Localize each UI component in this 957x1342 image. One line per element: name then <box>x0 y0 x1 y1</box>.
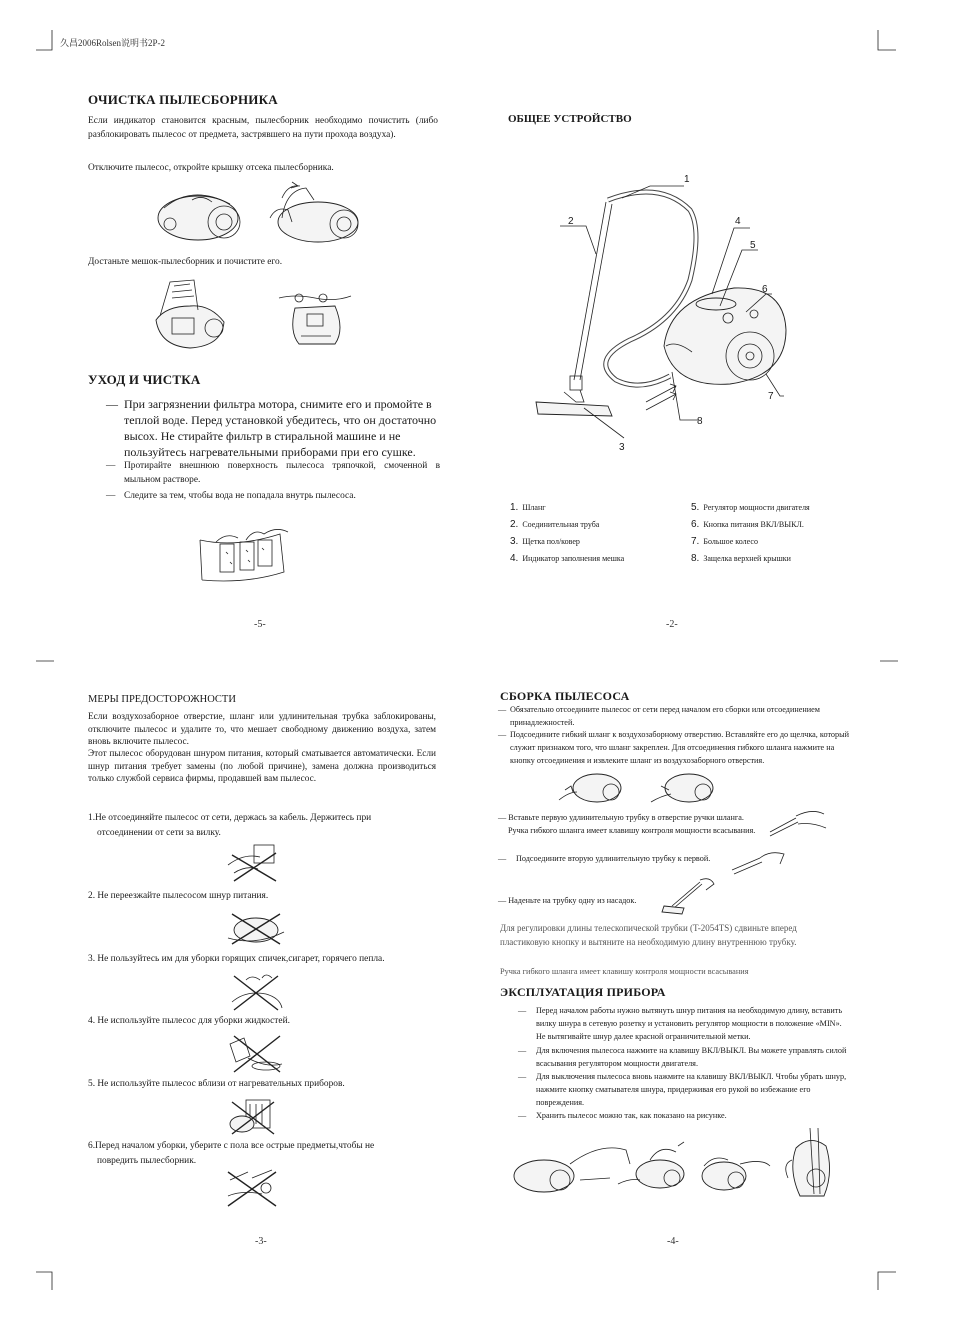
legend-num: 5. <box>691 502 700 513</box>
open-lid-illustration <box>262 178 372 248</box>
dust-bag-remove-step: Достаньте мешок-пылесборник и почистите его. <box>88 257 283 267</box>
legend-brush: Щетка пол/ковер <box>522 537 580 546</box>
callout-8: 8 <box>697 416 703 427</box>
dust-bag-intro: Если индикатор становится красным, пылесборник необходимо почистить (либо разблокировать пылесос от предмета, застрявшего на пути прохода воздуха). <box>88 116 438 140</box>
safety-title: МЕРЫ ПРЕДОСТОРОЖНОСТИ <box>88 694 236 705</box>
safety-cord-intro: Этот пылесос оборудован шнуром питания, который сматывается автоматически. Если шнур питания требует замены (по любой причине), замена должна производиться только службой сервиса фирмы, продавшей вам пылесос. <box>88 749 436 784</box>
dash: — <box>518 1111 527 1120</box>
unplug-illustration <box>224 843 284 883</box>
warning-5: 5. Не используйте пылесос вблизи от нагревательных приборов. <box>88 1079 345 1089</box>
operation-title: ЭКСПЛУАТАЦИЯ ПРИБОРА <box>500 985 666 999</box>
vacuum-diagram <box>520 170 820 460</box>
care-cleaning-title: УХОД И ЧИСТКА <box>88 372 201 387</box>
operation-step-4 <box>518 1109 848 1122</box>
hose-release-illustration <box>647 766 717 808</box>
assembly-step-5: — Наденьте на трубку одну из насадок. <box>498 896 637 905</box>
telescopic-tube-note: Для регулировки длины телескопической трубки (T-2054TS) сдвиньте вперед пластиковую кнопку и вытяните на необходимую длину внутреннюю трубку. <box>500 923 797 947</box>
dash: — <box>106 397 118 411</box>
care-filter-text: При загрязнении фильтра мотора, снимите его и промойте в теплой воде. Перед установкой убедитесь, что он достаточно высох. Не стирайте фильтр в стиральной машине и не пользуйтесь нагревательными приборами при его сушке. <box>124 397 437 459</box>
assembly-step-2 <box>498 728 850 767</box>
dust-bag-open-lid: Отключите пылесос, откройте крышку отсека пылесборника. <box>88 163 334 173</box>
dust-bag-cleaning-title: ОЧИСТКА ПЫЛЕСБОРНИКА <box>88 92 278 107</box>
assembly-step-4 <box>498 852 758 865</box>
tube-connect-illustration <box>730 846 790 874</box>
file-title: 久昌2006Rolsen说明书2P-2 <box>60 38 166 48</box>
callout-2: 2 <box>568 216 574 227</box>
dash: — <box>518 1046 527 1055</box>
legend-indicator: Индикатор заполнения мешка <box>522 554 625 563</box>
operation-step-3 <box>518 1070 848 1109</box>
dash: — <box>498 705 507 714</box>
callout-4: 4 <box>735 216 741 227</box>
operation-cord-text: Перед началом работы нужно вытянуть шнур питания на необходимую длину, вставить вилку шнура в сетевую розетку и установить регулятор мощности в положение «MIN». Не вытягивайте шнур далее красной ограничительной метки. <box>536 1006 843 1041</box>
page-number-4: -4- <box>667 1236 679 1247</box>
care-item-water <box>106 490 440 504</box>
nozzle-attach-illustration <box>660 876 720 916</box>
dash: — <box>498 730 507 739</box>
warning-4: 4. Не используйте пылесос для уборки жидкостей. <box>88 1016 290 1026</box>
warning-1-line-1: 1.Не отсоединяйте пылесос от сети, держась за кабель. Держитесь при <box>88 813 372 823</box>
operation-step-1 <box>518 1004 848 1043</box>
dash: — <box>518 1072 527 1081</box>
warning-3: 3. Не пользуйтесь им для уборки горящих спичек,сигарет, горячего пепла. <box>88 954 385 964</box>
parts-legend-right <box>691 497 871 565</box>
page-number-5: -5- <box>254 619 266 630</box>
legend-power-button: Кнопка питания ВКЛ/ВЫКЛ. <box>703 520 804 529</box>
dash: — <box>498 854 507 863</box>
operation-step-2 <box>518 1044 848 1070</box>
legend-num: 1. <box>510 502 519 513</box>
parts-legend-left <box>510 497 685 565</box>
legend-num: 8. <box>691 553 700 564</box>
warning-2: 2. Не переезжайте пылесосом шнур питания. <box>88 891 269 901</box>
dash: — <box>106 461 116 471</box>
operation-illustrations <box>500 1124 860 1204</box>
operation-off-text: Для выключения пылесоса вновь нажмите на клавишу ВКЛ/ВЫКЛ. Чтобы убрать шнур, нажмите кнопку сматывателя шнура, придерживая его рукой во избежание его повреждения. <box>536 1072 847 1107</box>
sharp-objects-illustration <box>222 1168 282 1208</box>
care-item-wipe <box>106 460 440 487</box>
callout-5: 5 <box>750 240 756 251</box>
dash: — <box>518 1006 527 1015</box>
page-number-3: -3- <box>255 1236 267 1247</box>
assembly-step-1 <box>498 703 850 729</box>
legend-hose: Шланг <box>522 503 546 512</box>
dust-bag-illustration <box>275 282 355 352</box>
assembly-hose-text: Подсоедините гибкий шланг к воздухозаборному отверстию. Вставляйте его до щелчка, который служит признаком того, что шланг закреплен. Для отсоединения гибкого шланга нажмите на кнопку отсоединения и извлеките шланг из воздухозаборного отверстия. <box>510 730 849 765</box>
handle-power-note: Ручка гибкого шланга имеет клавишу контроля мощности всасывания <box>500 967 749 976</box>
assembly-unplug-text: Обязательно отсоедините пылесос от сети перед началом его сборки или отсоединением принадлежностей. <box>510 705 820 727</box>
dash: — <box>106 491 116 501</box>
operation-on-text: Для включения пылесоса нажмите на клавишу ВКЛ/ВЫКЛ. Вы можете управлять силой всасывания регулятором мощности двигателя. <box>536 1046 847 1068</box>
warning-6-line-1: 6.Перед началом уборки, уберите с пола все острые предметы,чтобы не <box>88 1141 375 1151</box>
warning-1-line-2: отсоединении от сети за вилку. <box>97 828 221 838</box>
vacuum-illustration <box>152 178 252 248</box>
legend-tube: Соединительная труба <box>522 520 600 529</box>
care-wipe-text: Протирайте внешнюю поверхность пылесоса тряпочкой, смоченной в мыльном растворе. <box>124 461 440 485</box>
tube-insert-illustration <box>768 806 828 840</box>
cord-illustration <box>226 910 286 946</box>
assembly-step-3-line-1: — Вставьте первую удлинительную трубку в отверстие ручки шланга. <box>498 813 744 822</box>
callout-1: 1 <box>684 174 690 185</box>
callout-6: 6 <box>762 284 768 295</box>
care-item-filter <box>106 396 440 460</box>
legend-wheel: Большое колесо <box>703 537 758 546</box>
ash-illustration <box>226 972 286 1012</box>
legend-power-regulator: Регулятор мощности двигателя <box>703 503 810 512</box>
assembly-title: СБОРКА ПЫЛЕСОСА <box>500 689 630 703</box>
hose-attach-illustration <box>555 766 625 808</box>
legend-num: 7. <box>691 536 700 547</box>
open-compartment-illustration <box>150 276 230 354</box>
assembly-second-tube-text: Подсоедините вторую удлинительную трубку к первой. <box>516 854 711 863</box>
callout-7: 7 <box>768 391 774 402</box>
assembly-step-3-line-2: Ручка гибкого шланга имеет клавишу контроля мощности всасывания. <box>508 826 756 835</box>
page-number-2: -2- <box>666 619 678 630</box>
liquid-illustration <box>226 1034 286 1074</box>
legend-num: 3. <box>510 536 519 547</box>
legend-num: 2. <box>510 519 519 530</box>
general-layout-title: ОБЩЕЕ УСТРОЙСТВО <box>508 113 632 125</box>
safety-intro: Если воздухозаборное отверстие, шланг или удлинительная трубка заблокированы, отключите пылесос и удалите то, что мешает свободному движению воздуха, затем вновь включите пылесос. <box>88 712 436 747</box>
callout-3: 3 <box>619 442 625 453</box>
care-water-text: Следите за тем, чтобы вода не попадала внутрь пылесоса. <box>124 491 356 501</box>
warning-6-line-2: повредить пылесборник. <box>97 1156 197 1166</box>
filter-wash-illustration <box>196 522 296 584</box>
heater-illustration <box>228 1098 278 1136</box>
operation-storage-text: Хранить пылесос можно так, как показано на рисунке. <box>536 1111 727 1120</box>
legend-num: 4. <box>510 553 519 564</box>
legend-num: 6. <box>691 519 700 530</box>
legend-lid-latch: Защелка верхней крышки <box>703 554 791 563</box>
